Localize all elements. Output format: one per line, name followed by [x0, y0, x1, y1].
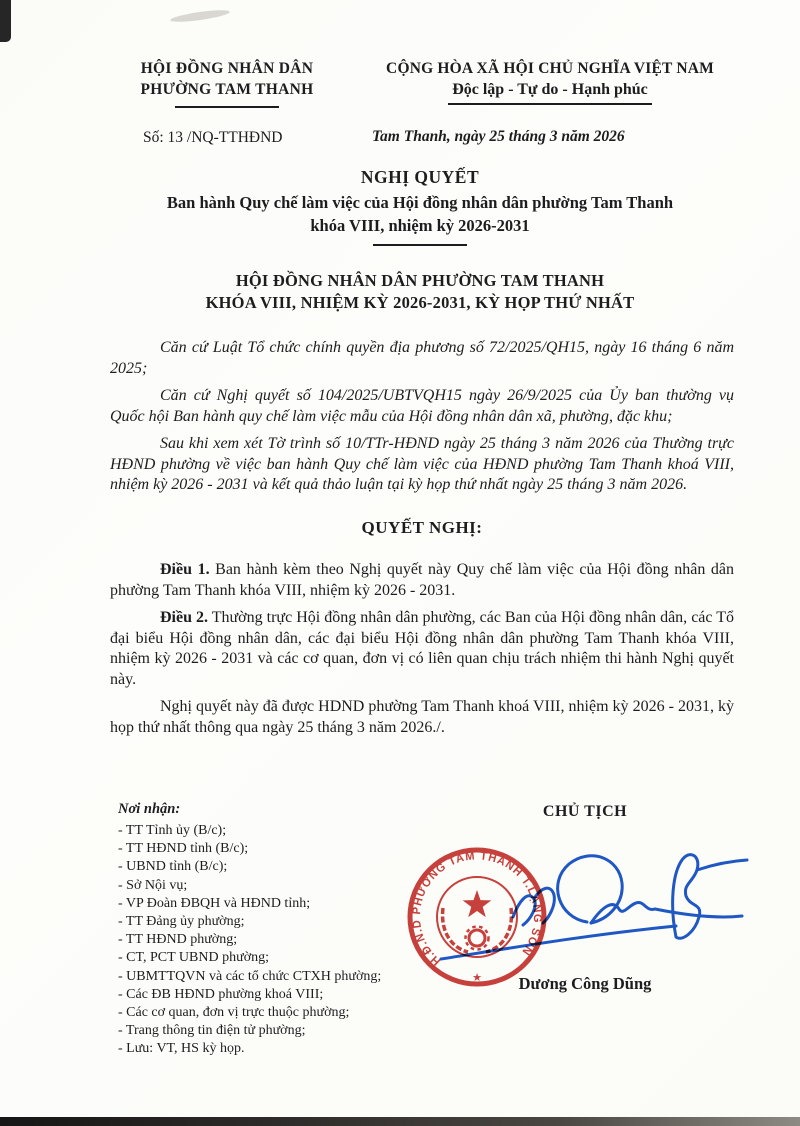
- list-item: - UBMTTQVN và các tổ chức CTXH phường;: [118, 968, 382, 984]
- document-title-block: [40, 166, 800, 314]
- stamp-ring-text: H.Đ.N.D PHƯỜNG TAM THANH T.LẠNG SƠN: [410, 850, 544, 968]
- article-1-lead: Điều 1.: [160, 561, 210, 578]
- scan-artifact-bottom-edge: [0, 1117, 800, 1126]
- document-type: NGHỊ QUYẾT: [360, 167, 480, 187]
- issuer-heading-line1: HỘI ĐỒNG NHÂN DÂN PHƯỜNG TAM THANH: [235, 271, 605, 290]
- closing-paragraph: Nghị quyết này đã được HDND phường Tam Thanh khoá VIII, nhiệm kỳ 2026 - 2031, kỳ họp thứ nhất thông qua ngày 25 tháng 3 năm 2026./.: [110, 698, 734, 736]
- list-item: - VP Đoàn ĐBQH và HĐND tỉnh;: [118, 895, 311, 911]
- article-2-paragraph: [110, 608, 734, 690]
- list-item: - UBND tỉnh (B/c);: [118, 859, 228, 875]
- list-item: - CT, PCT UBND phường;: [118, 950, 269, 966]
- resolve-heading: QUYẾT NGHỊ:: [361, 517, 483, 537]
- list-item: - Các cơ quan, đơn vị trực thuộc phường;: [118, 1005, 350, 1021]
- issuer-heading-line2: KHÓA VIII, NHIỆM KỲ 2026-2031, KỲ HỌP THỨ NHẤT: [205, 293, 635, 312]
- signer-name: Dương Công Dũng: [518, 974, 652, 993]
- org-name-line2: PHƯỜNG TAM THANH: [140, 81, 314, 98]
- place-and-date: Tam Thanh, ngày 25 tháng 3 năm 2026: [372, 128, 625, 145]
- stamp-star-separator-icon: ★: [472, 972, 482, 984]
- national-title: CỘNG HÒA XÃ HỘI CHỦ NGHĨA VIỆT NAM: [386, 60, 714, 77]
- handwritten-signature: [435, 845, 755, 970]
- scan-artifact-smudge: [170, 8, 231, 24]
- article-1-paragraph: [110, 560, 734, 601]
- national-motto: Độc lập - Tự do - Hạnh phúc: [448, 79, 652, 105]
- signer-title: CHỦ TỊCH: [542, 803, 628, 820]
- issuing-org-block: [112, 58, 342, 108]
- list-item: - Các ĐB HĐND phường khoá VIII;: [118, 986, 324, 1002]
- article-2-lead: Điều 2.: [160, 609, 209, 626]
- preamble-paragraph: Sau khi xem xét Tờ trình số 10/TTr-HĐND ngày 25 tháng 3 năm 2026 của Thường trực HĐND phường về việc ban hành Quy chế làm việc của HĐND phường Tam Thanh khoá VIII, nhiệm kỳ 2026 - 2031 và kết quả thảo luận tại kỳ họp thứ nhất ngày 25 tháng 3 năm 2026.: [110, 435, 734, 493]
- recipients-label: Nơi nhận:: [118, 801, 181, 817]
- preamble-paragraph: Căn cứ Luật Tổ chức chính quyền địa phương số 72/2025/QH15, ngày 16 tháng 6 năm 2025;: [110, 339, 734, 377]
- preamble-paragraph: Căn cứ Nghị quyết số 104/2025/UBTVQH15 ngày 26/9/2025 của Ủy ban thường vụ Quốc hội Ban hành quy chế làm việc mẫu của Hội đồng nhân dân xã, phường, đặc khu;: [110, 387, 734, 425]
- article-1-text: Ban hành kèm theo Nghị quyết này Quy chế làm việc của Hội đồng nhân dân phường Tam Thanh khóa VIII, nhiệm kỳ 2026 - 2031.: [110, 561, 735, 599]
- list-item: - TT Tỉnh ủy (B/c);: [118, 823, 227, 838]
- document-subject-line2: khóa VIII, nhiệm kỳ 2026-2031: [310, 216, 530, 235]
- document-number: Số: 13 /NQ-TTHĐND: [143, 129, 283, 146]
- list-item: - Trang thông tin điện tử phường;: [118, 1023, 306, 1039]
- recipients-list: [118, 822, 448, 1059]
- document-subject-line1: Ban hành Quy chế làm việc của Hội đồng nhân dân phường Tam Thanh: [166, 193, 674, 212]
- list-item: - TT HĐND phường;: [118, 932, 238, 948]
- scan-artifact-top-left: [0, 0, 11, 42]
- list-item: - TT Đảng ủy phường;: [118, 914, 245, 930]
- article-2-text: Thường trực Hội đồng nhân dân phường, các Ban của Hội đồng nhân dân, các Tổ đại biểu Hội đồng nhân dân, các đại biểu Hội đồng nhân dân phường Tam Thanh khóa VIII, nhiệm kỳ 2026 - 2031 và các cơ quan, đơn vị có liên quan chịu trách nhiệm thi hành Nghị quyết này.: [110, 609, 734, 688]
- list-item: - TT HĐND tỉnh (B/c);: [118, 841, 249, 857]
- org-name-line1: HỘI ĐỒNG NHÂN DÂN: [140, 60, 314, 77]
- document-body: [110, 338, 734, 745]
- list-item: - Lưu: VT, HS kỳ họp.: [118, 1041, 245, 1057]
- list-item: - Sở Nội vụ;: [118, 877, 188, 893]
- org-underline: [175, 106, 279, 108]
- national-motto-block: [342, 58, 758, 105]
